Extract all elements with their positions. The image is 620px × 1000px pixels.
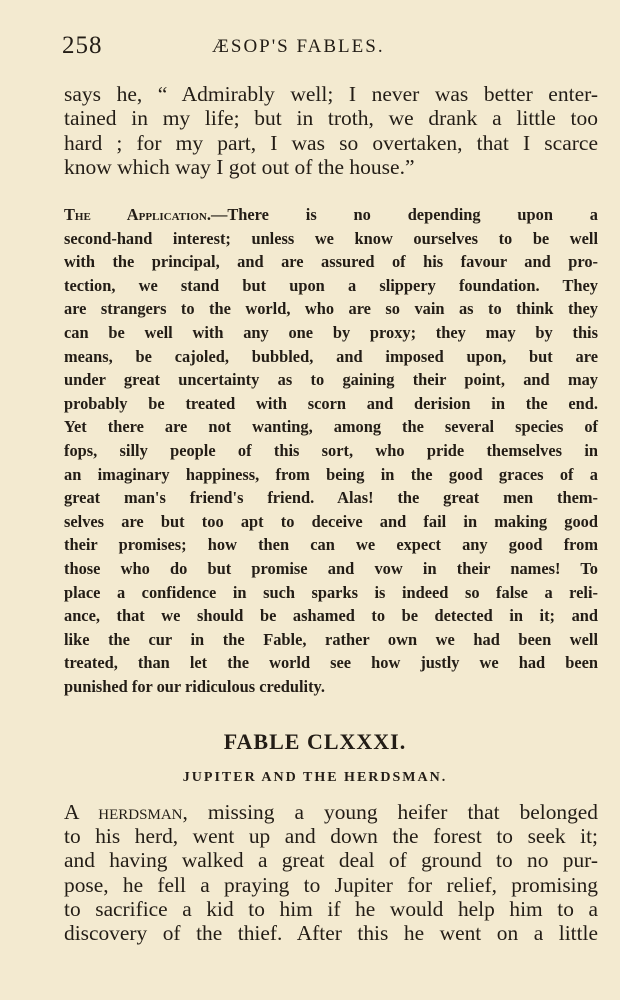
text-line: selves are but too apt to deceive and fail in making good	[64, 511, 598, 531]
paragraph-continued	[64, 82, 598, 180]
text-line: ance, that we should be ashamed to be detected in it; and	[64, 606, 598, 626]
application-heading: The Application.	[64, 205, 211, 224]
running-head	[62, 32, 602, 68]
text-line: says he, “ Admirably well; I never was better enter-	[64, 82, 598, 106]
page-number: 258	[62, 32, 103, 59]
text-line: Yet there are not wanting, among the several species of	[64, 417, 598, 437]
text-line-rest: —There is no depending upon a	[210, 205, 598, 224]
fable-number: FABLE CLXXXI.	[223, 729, 407, 754]
text-line: under great uncertainty as to gaining their point, and may	[64, 370, 598, 390]
text-line: second-hand interest; unless we know ourselves to be well	[64, 228, 598, 248]
fable-title: JUPITER AND THE HERDSMAN.	[182, 770, 448, 785]
text-line: to his herd, went up and down the forest to seek it;	[64, 824, 598, 849]
text-line: to sacrifice a kid to him if he would help him to a	[64, 896, 598, 921]
fable-paragraph	[64, 800, 598, 945]
text-line: their promises; how then can we expect any good from	[64, 535, 598, 555]
text-line: an imaginary happiness, from being in the good graces of a	[64, 464, 598, 484]
text-line: are strangers to the world, who are so vain as to think they	[64, 299, 598, 319]
text-line: discovery of the thief. After this he went on a little	[64, 921, 598, 946]
text-line-rest: missing a young heifer that belonged	[187, 800, 598, 824]
text-line: like the cur in the Fable, rather own we had been well	[64, 629, 598, 649]
text-line: great man's friend's friend. Alas! the great men them-	[64, 488, 598, 508]
text-line: tained in my life; but in troth, we drank a little too	[64, 106, 598, 131]
text-line: know which way I got out of the house.”	[64, 155, 415, 180]
text-line: place a confidence in such sparks is indeed so false a reli-	[64, 582, 598, 602]
text-line: probably be treated with scorn and derision in the end.	[64, 393, 598, 413]
text-line: treated, than let the world see how justly we had been	[64, 653, 598, 673]
text-line: means, be cajoled, bubbled, and imposed upon, but are	[64, 346, 598, 366]
text-line: punished for our ridiculous credulity.	[64, 676, 325, 696]
text-line: pose, he fell a praying to Jupiter for relief, promising	[64, 872, 598, 897]
text-line: hard ; for my part, I was so overtaken, that I scarce	[64, 130, 598, 155]
text-line: and having walked a great deal of ground to no pur-	[64, 848, 598, 873]
application-paragraph	[64, 203, 598, 698]
running-title: ÆSOP'S FABLES.	[212, 36, 385, 57]
text-line	[64, 800, 598, 824]
text-line: tection, we stand but upon a slippery foundation. They	[64, 275, 598, 295]
text-line: with the principal, and are assured of his favour and pro-	[64, 252, 598, 272]
text-line	[64, 203, 598, 227]
text-line: those who do but promise and vow in their names! To	[64, 558, 598, 578]
text-line: can be well with any one by proxy; they may by this	[64, 322, 598, 342]
text-line: fops, silly people of this sort, who pride themselves in	[64, 440, 598, 460]
fable-lead-word: A herdsman,	[64, 800, 188, 824]
